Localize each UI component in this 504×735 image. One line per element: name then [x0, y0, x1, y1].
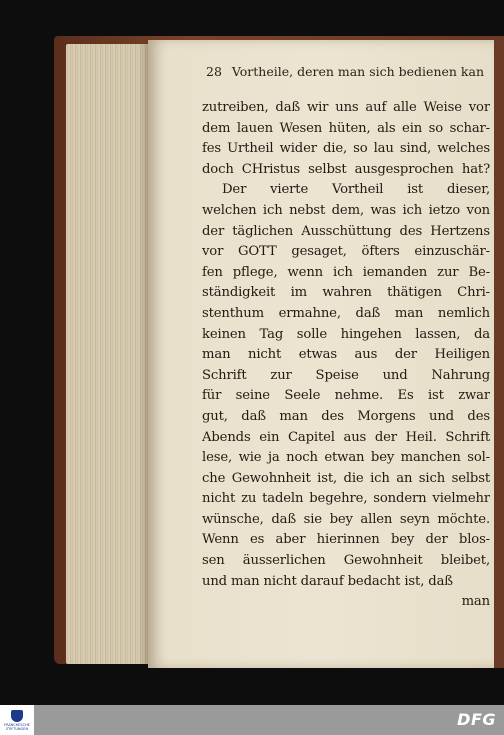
- text-line: ständigkeit im wahren thätigen Chri-: [202, 285, 490, 301]
- text-line: doch CHristus selbst ausgesprochen hat?: [202, 161, 490, 177]
- text-line: lese, wie ja noch etwan bey manchen sol-: [202, 450, 490, 466]
- text-line: und man nicht darauf bedacht ist, daß: [202, 573, 453, 589]
- institution-logo: [0, 705, 34, 735]
- text-line: keinen Tag solle hingehen lassen, da: [202, 326, 490, 342]
- logo-text: FRANCKESCHE STIFTUNGEN: [4, 722, 30, 731]
- running-header: [206, 64, 486, 82]
- cover-edge-right: [494, 40, 504, 668]
- text-line: vor GOTT gesaget, öfters einzuschär-: [202, 244, 490, 260]
- text-line: zutreiben, daß wir uns auf alle Weise vor: [202, 100, 490, 115]
- page-edges: [66, 44, 152, 664]
- text-line: welchen ich nebst dem, was ich ietzo von: [202, 202, 490, 218]
- text-line: Abends ein Capitel aus der Heil. Schrift: [202, 429, 490, 445]
- text-line: Wenn es aber hierinnen bey der blos-: [202, 532, 490, 548]
- page-number: 28: [206, 64, 222, 79]
- text-line: fen pflege, wenn ich iemanden zur Be-: [202, 264, 490, 280]
- text-line: man: [461, 594, 490, 610]
- text-line: stenthum ermahne, daß man nemlich: [202, 305, 490, 321]
- text-line: Schrift zur Speise und Nahrung: [202, 367, 490, 383]
- running-head-title: Vortheile, deren man sich bedienen kan: [231, 64, 484, 79]
- text-line: fes Urtheil wider die, so lau sind, welches: [202, 141, 490, 157]
- text-line: man nicht etwas aus der Heiligen: [202, 347, 490, 363]
- body-text: [202, 98, 490, 613]
- text-line: der täglichen Ausschüttung des Hertzens: [202, 223, 490, 239]
- dfg-logo: DFG: [457, 710, 496, 729]
- text-line: Der vierte Vortheil ist dieser,: [222, 182, 490, 198]
- text-line: sen äusserlichen Gewohnheit bleibet,: [202, 553, 490, 569]
- text-line: dem lauen Wesen hüten, als ein so schar-: [202, 120, 490, 136]
- text-line: für seine Seele nehme. Es ist zwar: [202, 388, 490, 404]
- text-line: gut, daß man des Morgens und des: [202, 408, 490, 424]
- text-line: nicht zu tadeln begehre, sondern vielmehr: [202, 491, 490, 507]
- logo-emblem-icon: [11, 710, 23, 722]
- text-line: che Gewohnheit ist, die ich an sich selbst: [202, 470, 490, 486]
- footer-bar: [0, 705, 504, 735]
- text-line: wünsche, daß sie bey allen seyn möchte.: [202, 511, 490, 527]
